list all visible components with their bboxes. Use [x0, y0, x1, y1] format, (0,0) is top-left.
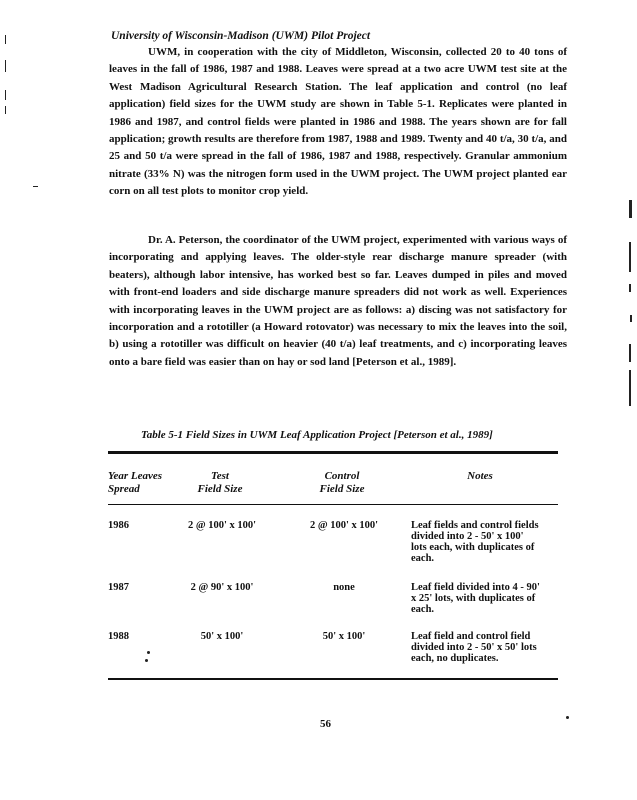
- scan-mark: [629, 370, 631, 406]
- cell-control-size: none: [333, 582, 355, 593]
- table-caption: Table 5-1 Field Sizes in UWM Leaf Application Project [Peterson et al., 1989]: [141, 429, 493, 441]
- cell-notes: Leaf field divided into 4 - 90' x 25' lots, with duplicates of each.: [411, 582, 540, 615]
- header-test-field-size: Test Field Size: [197, 470, 243, 495]
- cell-year: 1987: [108, 582, 129, 593]
- page-number: 56: [320, 718, 331, 730]
- header-notes: Notes: [467, 470, 493, 482]
- scan-mark: [630, 315, 632, 322]
- header-control-field-size: Control Field Size: [319, 470, 365, 495]
- cell-control-size: 2 @ 100' x 100': [309, 520, 379, 531]
- scan-mark: [629, 284, 631, 292]
- cell-year: 1988: [108, 631, 129, 642]
- scan-mark: [566, 716, 569, 719]
- cell-test-size: 2 @ 100' x 100': [187, 520, 257, 531]
- cell-notes: Leaf field and control field divided into 2 - 50' x 50' lots each, no duplicates.: [411, 631, 537, 664]
- header-year-spread: Year Leaves Spread: [108, 470, 163, 495]
- paragraph-peterson-methods: Dr. A. Peterson, the coordinator of the UWM project, experimented with various ways of incorporating and applying leaves. The older-style rear discharge manure spreader (with beaters), although labor intensive, has worked best so far. Leaves dumped in piles and moved with front-end loaders and side discharge manure spreaders did not work as well. Experiences with incorporating leaves in the UWM project are as follows: a) discing was not satisfactory for incorporation and a rototiller (a Howard rotovator) was necessary to mix the leaves into the soil, b) using a rototiller was difficult on heavier (40 t/a) leaf treatments, and c) incorporating leaves onto a bare field was easier than on hay or sod land [Peterson et al., 1989].: [109, 234, 567, 368]
- scan-mark: [33, 186, 38, 187]
- table-header-rule: [108, 504, 558, 505]
- scan-mark: [629, 344, 631, 362]
- section-heading: University of Wisconsin-Madison (UWM) Pilot Project: [111, 30, 371, 42]
- scan-mark: [147, 651, 150, 654]
- table-top-rule: [108, 451, 558, 454]
- cell-year: 1986: [108, 520, 129, 531]
- scan-mark: [145, 659, 148, 662]
- scan-mark: [629, 200, 632, 218]
- cell-test-size: 50' x 100': [200, 631, 244, 642]
- scan-mark: [629, 242, 631, 272]
- scan-mark: [5, 35, 6, 44]
- scan-mark: [5, 60, 6, 72]
- cell-notes: Leaf fields and control fields divided into 2 - 50' x 100' lots each, with duplicates of each.: [411, 520, 539, 564]
- paragraph-uwm-overview: UWM, in cooperation with the city of Middleton, Wisconsin, collected 20 to 40 tons of leaves in the fall of 1986, 1987 and 1988. Leaves were spread at a two acre UWM test site at the West Madison Agricultural Research Station. The leaf application and control (no leaf application) field sizes for the UWM study are shown in Table 5-1. Replicates were planted in 1986 and 1987, and control fields were planted in 1986 and 1988. The years shown are for fall application; growth results are therefore from 1987, 1988 and 1989. Twenty and 40 t/a, 30 t/a, and 25 and 50 t/a were spread in the fall of 1986, 1987 and 1988, respectively. Granular ammonium nitrate (33% N) was the nitrogen form used in the UWM project. The UWM project planted ear corn on all test plots to monitor crop yield.: [109, 46, 567, 198]
- cell-test-size: 2 @ 90' x 100': [190, 582, 254, 593]
- table-bottom-rule: [108, 678, 558, 680]
- scan-mark: [5, 90, 6, 100]
- cell-control-size: 50' x 100': [322, 631, 366, 642]
- scan-mark: [5, 106, 6, 114]
